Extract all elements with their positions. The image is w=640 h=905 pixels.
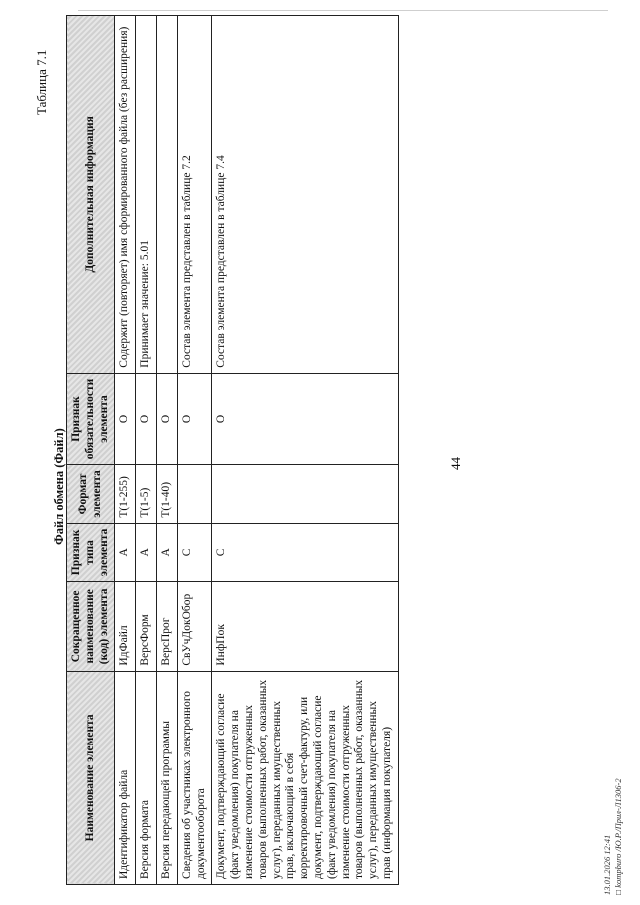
cell-info: Состав элемента представлен в таблице 7.2 (177, 16, 212, 374)
cell-format (212, 465, 398, 523)
footer-doc-ref: □ kompburo /Ю.Р./Прил-Л1306-2 (613, 778, 623, 895)
cell-name: Версия формата (136, 671, 157, 884)
cell-format (177, 465, 212, 523)
table-row (115, 16, 136, 885)
cell-code: СвУчДокОбор (177, 582, 212, 672)
header-element-name: Наименование элемента (67, 671, 115, 884)
cell-name: Версия передающей программы (156, 671, 177, 884)
exchange-file-table (66, 15, 399, 885)
table-header-row (67, 16, 115, 885)
cell-info (156, 16, 177, 374)
cell-info: Принимает значение: 5.01 (136, 16, 157, 374)
cell-format: T(1-40) (156, 465, 177, 523)
cell-code: ВерсПрог (156, 582, 177, 672)
table-caption: Таблица 7.1 (34, 49, 49, 115)
cell-format: T(1-5) (136, 465, 157, 523)
table-row (177, 16, 212, 885)
header-element-code: Сокращенное наименование (код) элемента (67, 582, 115, 672)
table-row (156, 16, 177, 885)
cell-type: А (156, 523, 177, 581)
cell-required: О (136, 373, 157, 465)
cell-name: Сведения об участниках электронного документооборота (177, 671, 212, 884)
footer-date: 13.01.2026 12:41 (602, 834, 612, 895)
header-element-type: Признак типа элемента (67, 523, 115, 581)
cell-required: О (212, 373, 398, 465)
table-row (136, 16, 157, 885)
cell-type: С (212, 523, 398, 581)
header-element-format: Формат элемента (67, 465, 115, 523)
cell-code: ИдФайл (115, 582, 136, 672)
cell-info: Состав элемента представлен в таблице 7.4 (212, 16, 398, 374)
page-number: 44 (448, 457, 463, 470)
header-additional-info: Дополнительная информация (67, 16, 115, 374)
cell-type: А (136, 523, 157, 581)
cell-name: Документ, подтверждающий согласие (факт уведомления) покупателя на изменение стоимости отгруженных товаров (выполненных работ, оказанных услуг), переданных имущественных прав, включающий в себя корректировочный счет-фактуру, или документ, подтверждающий согласие (факт уведомления) покупателя на изменение стоимости отгруженных товаров (выполненных работ, оказанных услуг), переданных имущественных прав (информация покупателя) (212, 671, 398, 884)
table-title: Файл обмена (Файл) (52, 428, 66, 545)
cell-required: О (156, 373, 177, 465)
cell-required: О (115, 373, 136, 465)
cell-name: Идентификатор файла (115, 671, 136, 884)
cell-required: О (177, 373, 212, 465)
cell-info: Содержит (повторяет) имя сформированного файла (без расширения) (115, 16, 136, 374)
cell-type: А (115, 523, 136, 581)
cell-format: T(1-255) (115, 465, 136, 523)
table-row (212, 16, 398, 885)
cell-code: ИнфПок (212, 582, 398, 672)
cell-code: ВерсФорм (136, 582, 157, 672)
header-element-required: Признак обязательности элемента (67, 373, 115, 465)
cell-type: С (177, 523, 212, 581)
